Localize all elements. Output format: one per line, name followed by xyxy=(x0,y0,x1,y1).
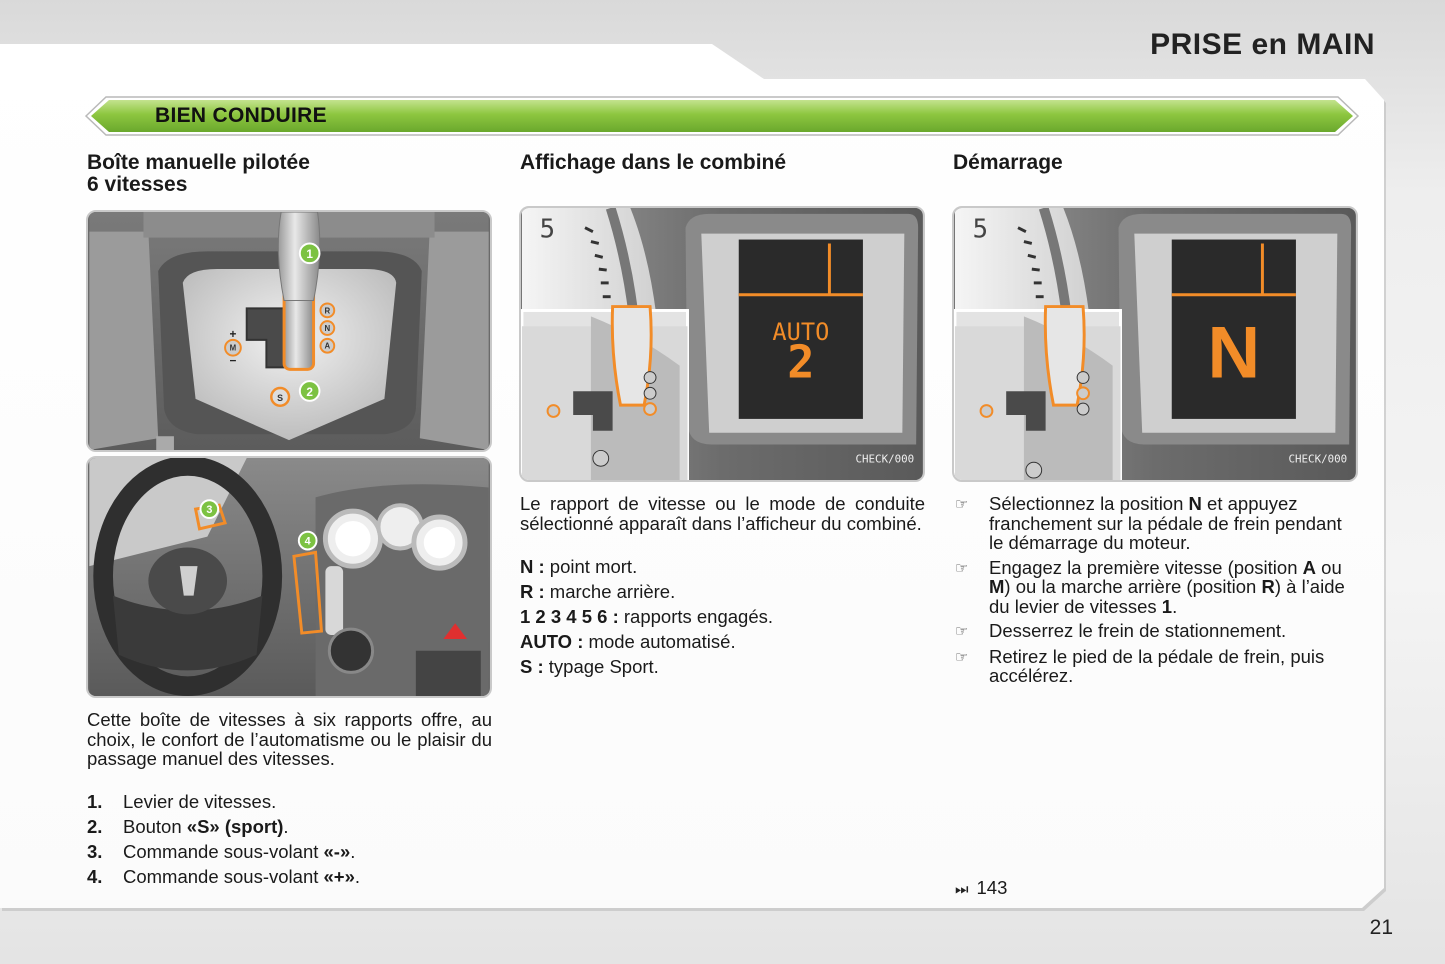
pointing-hand-icon: ☞ xyxy=(955,648,969,666)
col1-title-line2: 6 vitesses xyxy=(87,173,188,196)
gate-a: A xyxy=(324,341,331,351)
pointing-hand-icon: ☞ xyxy=(955,623,969,640)
col1-paragraph: Cette boîte de vitesses à six rapports offre, au choix, le confort de l’automatisme ou le plaisir du passage manuel des vitesses. xyxy=(87,709,492,769)
legend-item: 1. Levier de vitesses. xyxy=(87,791,277,812)
callout-1: 1 xyxy=(306,247,313,262)
col3-title: Démarrage xyxy=(953,151,1063,174)
gear-selector-illustration xyxy=(86,210,492,452)
legend-item: 3. Commande sous-volant «-». xyxy=(87,841,356,862)
dial-number: 5 xyxy=(539,214,556,245)
col1-title xyxy=(87,152,310,196)
step-item xyxy=(953,558,1358,617)
step-text: Retirez le pied de la pédale de frein, puis accélérez. xyxy=(989,645,1325,686)
section-banner-label: BIEN CONDUIRE xyxy=(155,104,327,127)
callout-3: 3 xyxy=(206,504,213,517)
col2-paragraph: Le rapport de vitesse ou le mode de conduite sélectionné apparaît dans l’afficheur du combiné. xyxy=(520,493,925,534)
step-item xyxy=(953,621,1358,642)
definition-auto: AUTO : mode automatisé. xyxy=(520,631,736,652)
gate-r: R xyxy=(324,306,331,316)
skip-forward-icon: ⏭ xyxy=(955,881,969,898)
page-number: 21 xyxy=(1369,916,1393,939)
col1-title-line1: Boîte manuelle pilotée xyxy=(87,151,310,174)
sport-button-label: S xyxy=(277,392,284,403)
step-text: Engagez la première vitesse (position A ou M) ou la marche arrière (position R) à l’aide du levier de vitesses 1. xyxy=(989,556,1345,617)
cluster-display-auto-illustration xyxy=(519,206,925,482)
display-gear-neutral: N xyxy=(1207,312,1261,394)
display-gear: 2 xyxy=(787,335,815,389)
definition-r: R : marche arrière. xyxy=(520,581,676,602)
pointing-hand-icon: ☞ xyxy=(955,559,969,577)
step-item xyxy=(953,494,1358,553)
display-mode: AUTO xyxy=(772,318,830,347)
steering-wheel-illustration xyxy=(86,456,492,698)
page-reference[interactable] xyxy=(955,877,1007,899)
step-item xyxy=(953,647,1358,686)
col1-legend-list xyxy=(87,792,492,892)
check-readout: CHECK/000 xyxy=(1288,452,1348,466)
definition-gears: 1 2 3 4 5 6 : rapports engagés. xyxy=(520,606,774,627)
check-readout: CHECK/000 xyxy=(855,452,915,466)
page-title: PRISE en MAIN xyxy=(1150,28,1375,61)
step-text: Sélectionnez la position N et appuyez franchement sur la pédale de frein pendant le démarrage du moteur. xyxy=(989,493,1342,553)
dial-number: 5 xyxy=(972,214,989,245)
pointing-hand-icon: ☞ xyxy=(955,496,969,513)
gate-m: M xyxy=(229,343,237,353)
gate-n: N xyxy=(324,324,331,333)
callout-2: 2 xyxy=(306,384,313,399)
step-text: Desserrez le frein de stationnement. xyxy=(989,620,1287,641)
legend-item: 2. Bouton «S» (sport). xyxy=(87,816,289,837)
legend-item: 4. Commande sous-volant «+». xyxy=(87,866,361,887)
callout-4: 4 xyxy=(304,535,311,548)
page-reference-number: 143 xyxy=(976,877,1008,898)
col2-title: Affichage dans le combiné xyxy=(520,151,787,174)
cluster-display-neutral-illustration xyxy=(952,206,1358,482)
definition-n: N : point mort. xyxy=(520,556,638,577)
display-definitions xyxy=(520,557,925,682)
minus-sign: − xyxy=(229,353,237,368)
plus-sign: + xyxy=(229,326,237,341)
definition-sport: S : typage Sport. xyxy=(520,656,659,677)
starting-steps xyxy=(953,494,1358,691)
